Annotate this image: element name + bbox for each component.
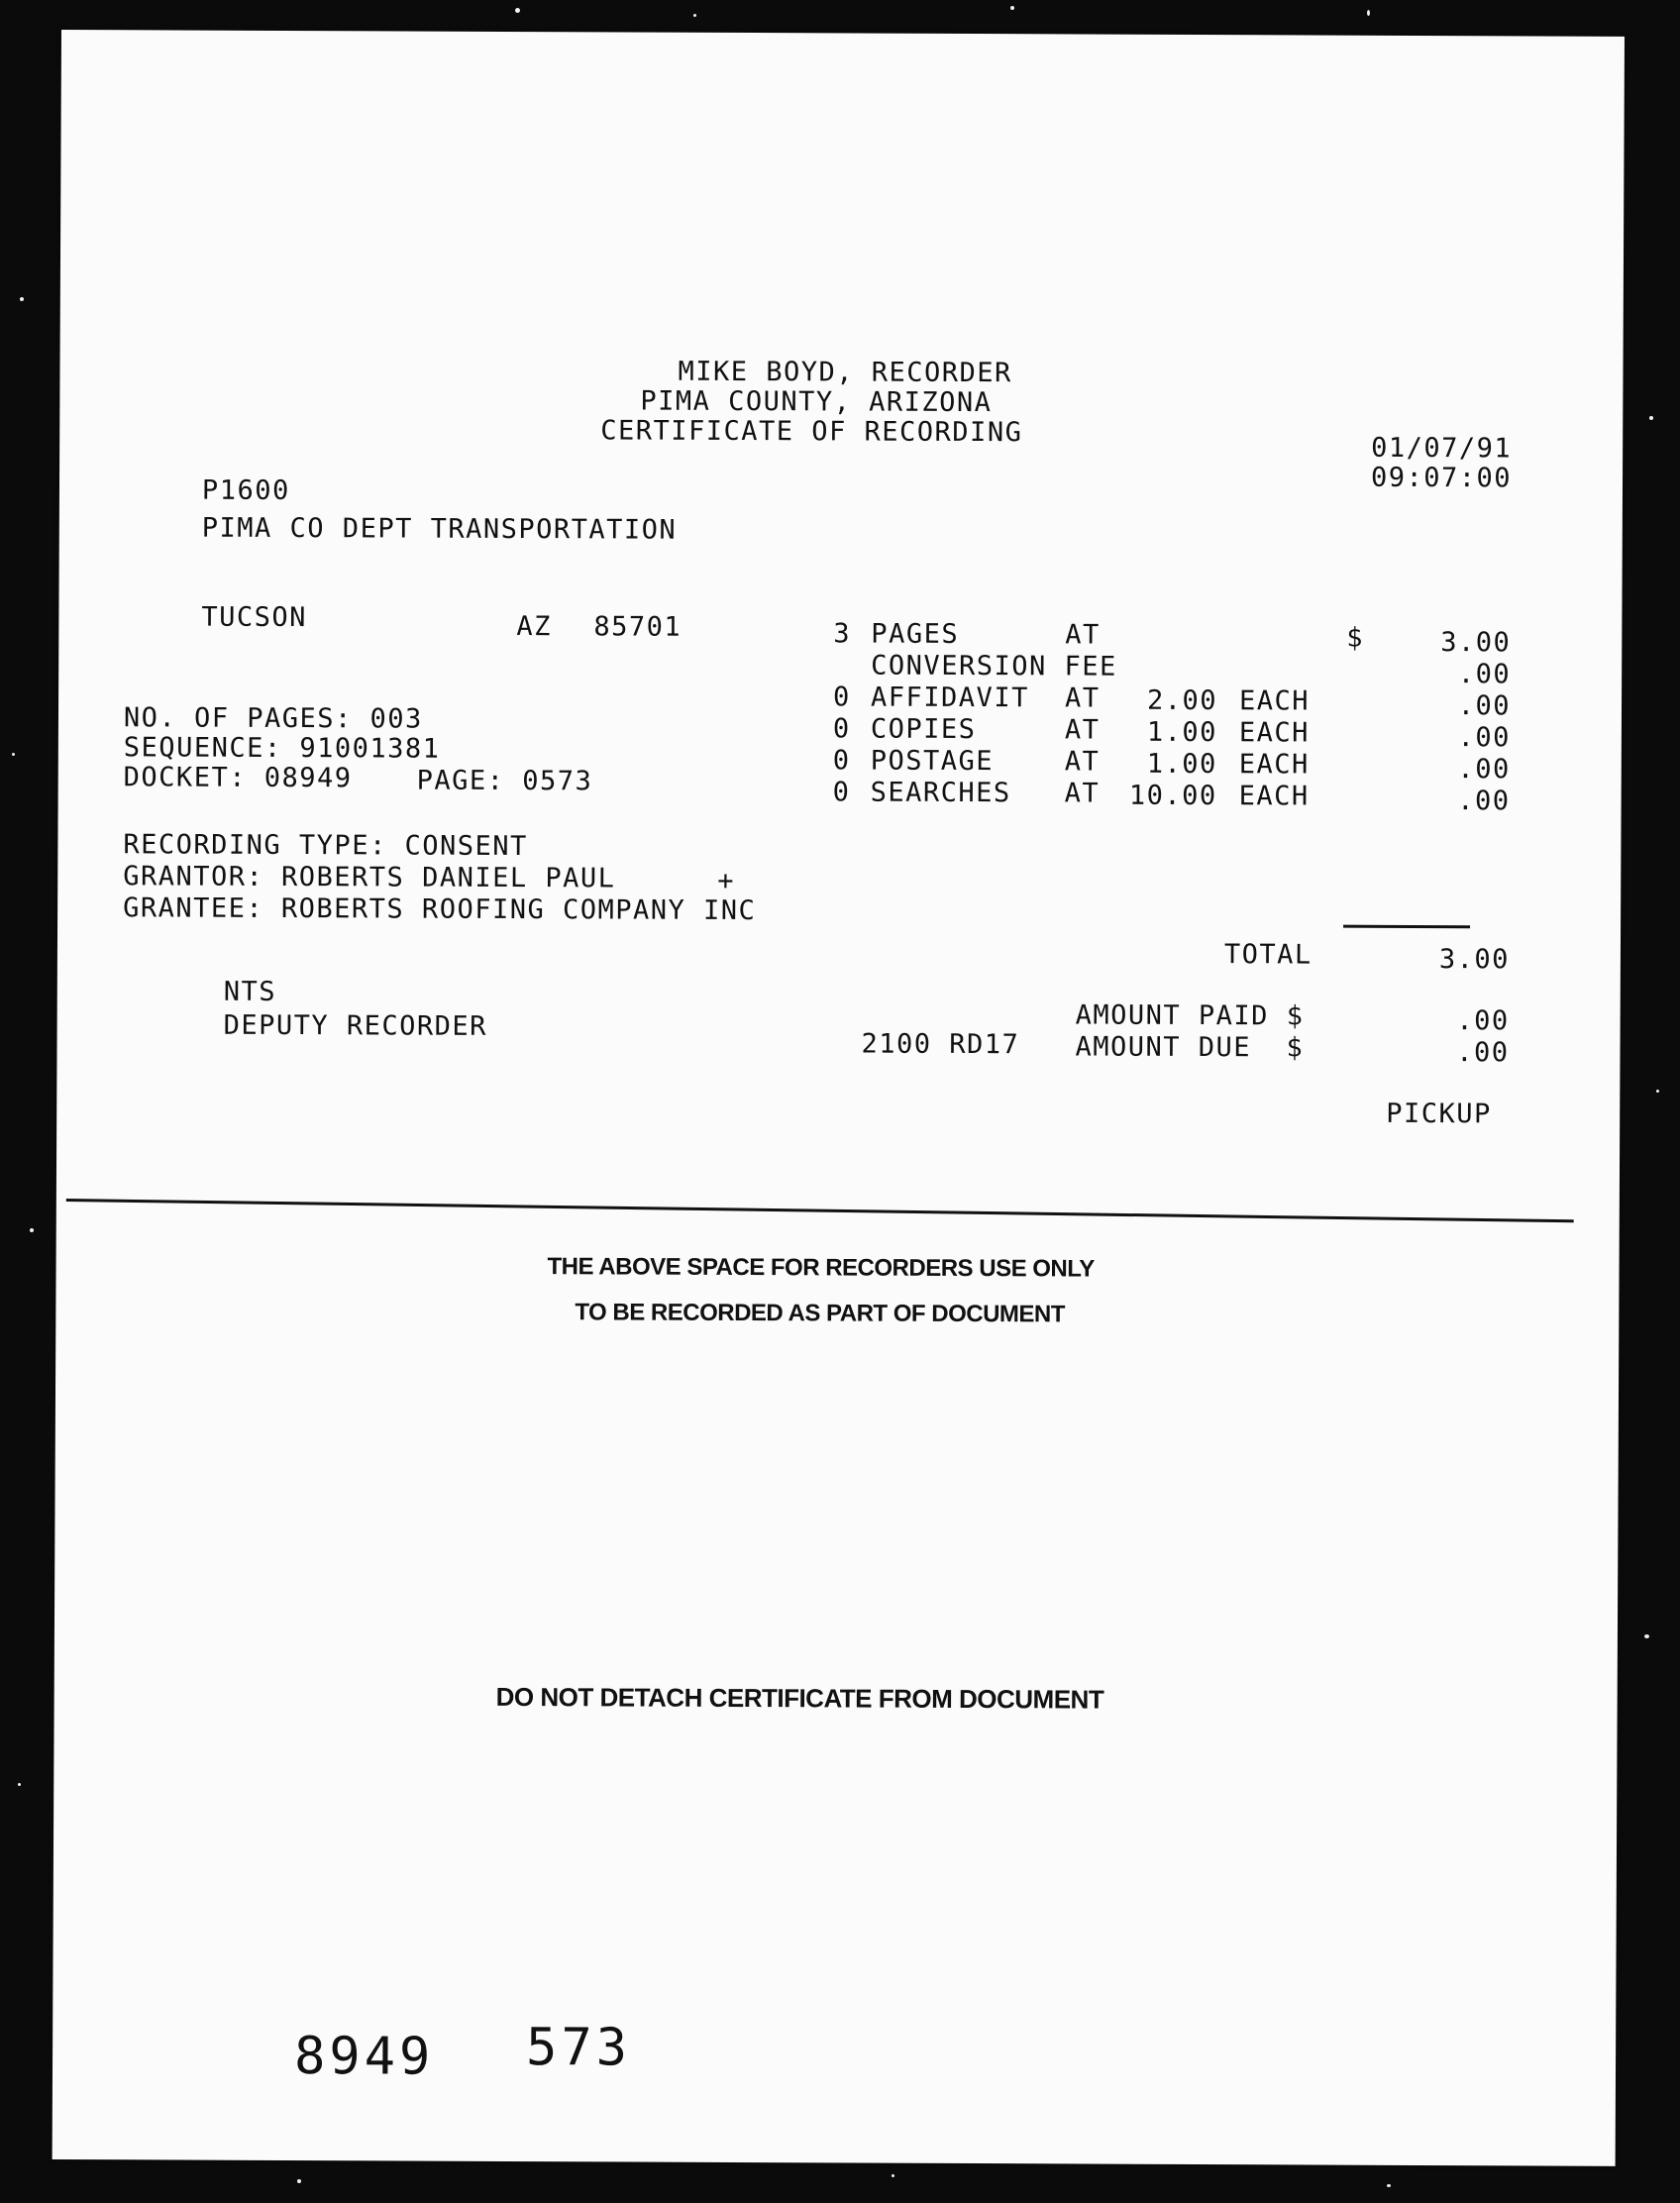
fee-qty: 0	[832, 682, 851, 713]
clerk-initials: NTS	[223, 976, 277, 1007]
amount-due-label: AMOUNT DUE $	[1075, 1031, 1305, 1064]
fee-item: AFFIDAVIT	[870, 682, 1029, 714]
fee-rate: 10.00	[1128, 780, 1217, 812]
certificate-paper	[52, 30, 1625, 2166]
fee-each: EACH	[1238, 685, 1311, 717]
grantor: GRANTOR: ROBERTS DANIEL PAUL	[123, 861, 616, 894]
party-zip: 85701	[593, 611, 682, 643]
recorder-use-note: THE ABOVE SPACE FOR RECORDERS USE ONLY	[547, 1253, 1095, 1283]
fee-amount: .00	[1457, 722, 1511, 754]
fee-item: POSTAGE	[870, 745, 995, 778]
stamp-docket-number: 8949	[293, 2027, 435, 2087]
number-of-pages: NO. OF PAGES: 003	[123, 702, 423, 735]
fee-each: EACH	[1238, 781, 1310, 812]
clerk-title: DEPUTY RECORDER	[223, 1009, 488, 1042]
party-city: TUCSON	[201, 601, 308, 634]
amount-paid-label: AMOUNT PAID $	[1075, 999, 1305, 1032]
fee-at: AT	[1064, 746, 1101, 778]
fee-item: COPIES	[870, 713, 977, 746]
fee-amount: .00	[1457, 690, 1512, 722]
amount-due-value: .00	[1456, 1037, 1510, 1069]
recorder-name: MIKE BOYD, RECORDER	[678, 356, 1012, 389]
fee-amount: .00	[1457, 659, 1512, 690]
fee-at: AT	[1064, 682, 1101, 714]
total-label: TOTAL	[1223, 939, 1312, 971]
party-name: PIMA CO DEPT TRANSPORTATION	[201, 512, 678, 546]
fee-qty: 0	[832, 713, 851, 745]
register-code: 2100 RD17	[861, 1028, 1020, 1061]
fee-each: EACH	[1238, 717, 1311, 749]
fee-qty: 3	[833, 618, 852, 650]
total-value: 3.00	[1438, 944, 1510, 976]
fee-amount: .00	[1457, 754, 1511, 786]
fee-currency: $	[1346, 622, 1365, 654]
fee-item: PAGES	[871, 618, 960, 650]
pickup-label: PICKUP	[1386, 1098, 1492, 1130]
fee-qty: 0	[832, 777, 851, 808]
docket: DOCKET: 08949	[123, 762, 353, 794]
fee-amount: .00	[1457, 786, 1511, 817]
certificate-title: CERTIFICATE OF RECORDING	[600, 415, 1023, 449]
record-date: 01/07/91	[1371, 432, 1513, 465]
stamp-page-number: 573	[525, 2018, 632, 2078]
fee-item: SEARCHES	[870, 777, 1011, 809]
fee-rate: 1.00	[1146, 748, 1217, 781]
fee-rate: 2.00	[1146, 684, 1218, 717]
total-rule	[1343, 925, 1470, 929]
sequence: SEQUENCE: 91001381	[123, 732, 441, 765]
county-state: PIMA COUNTY, ARIZONA	[640, 385, 993, 419]
recording-type: RECORDING TYPE: CONSENT	[123, 829, 528, 863]
fee-amount: 3.00	[1440, 627, 1512, 659]
amount-paid-value: .00	[1456, 1005, 1510, 1037]
grantee: GRANTEE: ROBERTS ROOFING COMPANY INC	[123, 892, 757, 927]
fee-at: AT	[1064, 714, 1101, 746]
grantor-mark: +	[717, 865, 736, 896]
fee-rate: 1.00	[1146, 716, 1217, 749]
record-time: 09:07:00	[1370, 462, 1513, 494]
do-not-detach-note: DO NOT DETACH CERTIFICATE FROM DOCUMENT	[495, 1681, 1104, 1715]
fee-item: CONVERSION FEE	[871, 650, 1117, 682]
party-state: AZ	[516, 611, 552, 643]
recorder-space-divider	[66, 1199, 1574, 1222]
fee-at: AT	[1065, 619, 1101, 651]
fee-qty: 0	[832, 745, 851, 777]
fee-at: AT	[1064, 778, 1101, 809]
record-as-part-note: TO BE RECORDED AS PART OF DOCUMENT	[575, 1299, 1065, 1328]
fee-each: EACH	[1238, 749, 1310, 781]
party-code: P1600	[201, 474, 290, 507]
docket-page: PAGE: 0573	[416, 765, 593, 797]
